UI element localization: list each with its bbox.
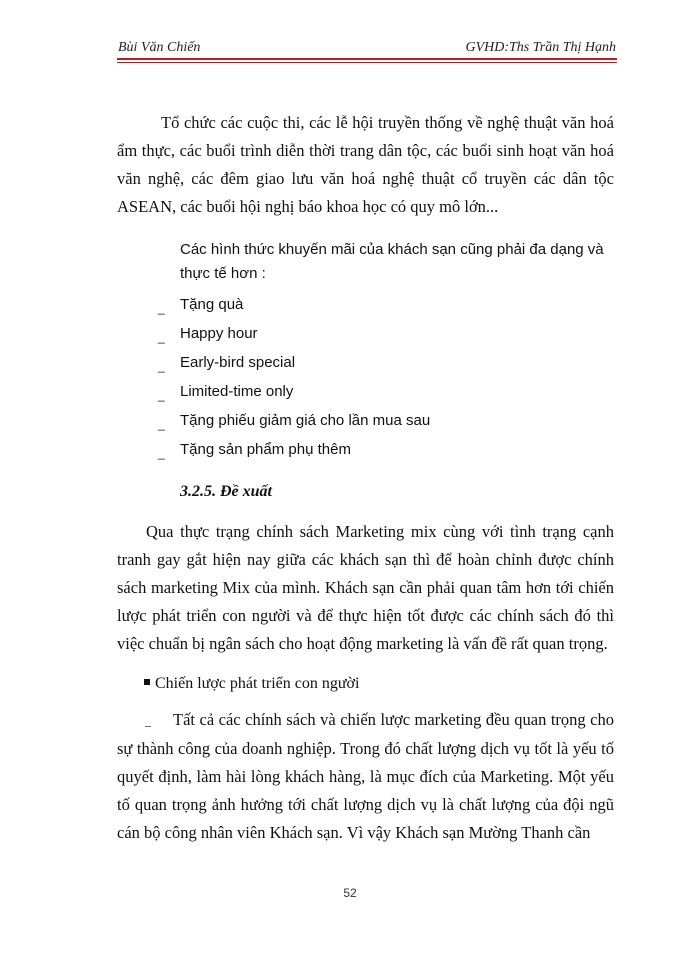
dash-bullet-icon: _: [158, 330, 165, 344]
paragraph-events-first-line: Tổ chức các cuộc thi, các lễ hội truyền thống về nghệ thuật văn hoá: [161, 113, 614, 132]
paragraph-events-rest: ẩm thực, các buổi trình diễn thời trang dân tộc, các buổi sinh hoạt văn hoá văn nghệ, các đêm giao lưu văn hoá nghệ thuật cổ truyền các dân tộc ASEAN, các buổi hội nghị báo khoa học có quy mô lớn...: [117, 141, 614, 216]
list-item-text: Happy hour: [180, 325, 258, 342]
paragraph-strategy-text: Tất cả các chính sách và chiến lược marketing đều quan trọng cho sự thành công của doanh nghiệp. Trong đó chất lượng dịch vụ tốt là yếu tố quyết định, làm hài lòng khách hàng, là mục đích của Marketing. Một yếu tố quan trọng ảnh hưởng tới chất lượng dịch vụ là chất lượng của đội ngũ cán bộ công nhân viên Khách sạn. Vì vậy Khách sạn Mường Thanh cần: [117, 710, 614, 842]
paragraph-strategy: [117, 706, 614, 847]
paragraph-events: [117, 109, 614, 221]
square-bullet-icon: [144, 679, 150, 685]
list-item-text: Tặng phiếu giảm giá cho lần mua sau: [180, 412, 431, 429]
paragraph-proposal-text: Qua thực trạng chính sách Marketing mix cùng với tình trạng cạnh tranh gay gắt hiện nay giữa các khách sạn thì để hoàn chỉnh được chính sách marketing Mix của mình. Khách sạn cần phải quan tâm hơn tới chiến lược phát triển con người và để thực hiện tốt được các chính sách đó thì việc chuẩn bị ngân sách cho hoạt động marketing là vấn đề rất quan trọng.: [117, 522, 614, 653]
header-rule-thick: [117, 58, 617, 60]
list-item-text: Limited-time only: [180, 383, 294, 400]
dash-bullet-icon: _: [158, 388, 165, 402]
header-author: Bùi Văn Chiến: [118, 40, 201, 55]
dash-bullet-icon: _: [158, 301, 165, 315]
dash-bullet-icon: _: [158, 417, 165, 431]
list-item-text: Tặng sản phẩm phụ thêm: [180, 441, 351, 458]
dash-bullet-icon: _: [158, 359, 165, 373]
header-rule-thin: [117, 62, 617, 63]
list-item-text: Tặng quà: [180, 296, 244, 313]
header-advisor: GVHD:Ths Trần Thị Hạnh: [465, 40, 616, 55]
dash-bullet-icon: _: [145, 714, 151, 728]
strategy-label: Chiến lược phát triển con người: [155, 675, 360, 692]
section-heading: 3.2.5. Đề xuất: [180, 483, 272, 500]
promotions-intro: Các hình thức khuyến mãi của khách sạn cũng phải đa dạng và thực tế hơn :: [180, 241, 604, 282]
page-header: [118, 40, 616, 64]
paragraph-proposal: [117, 518, 614, 658]
list-item-text: Early-bird special: [180, 354, 296, 371]
strategy-bullet: [144, 670, 359, 698]
dash-bullet-icon: _: [158, 446, 165, 460]
page-number: 52: [343, 886, 357, 900]
